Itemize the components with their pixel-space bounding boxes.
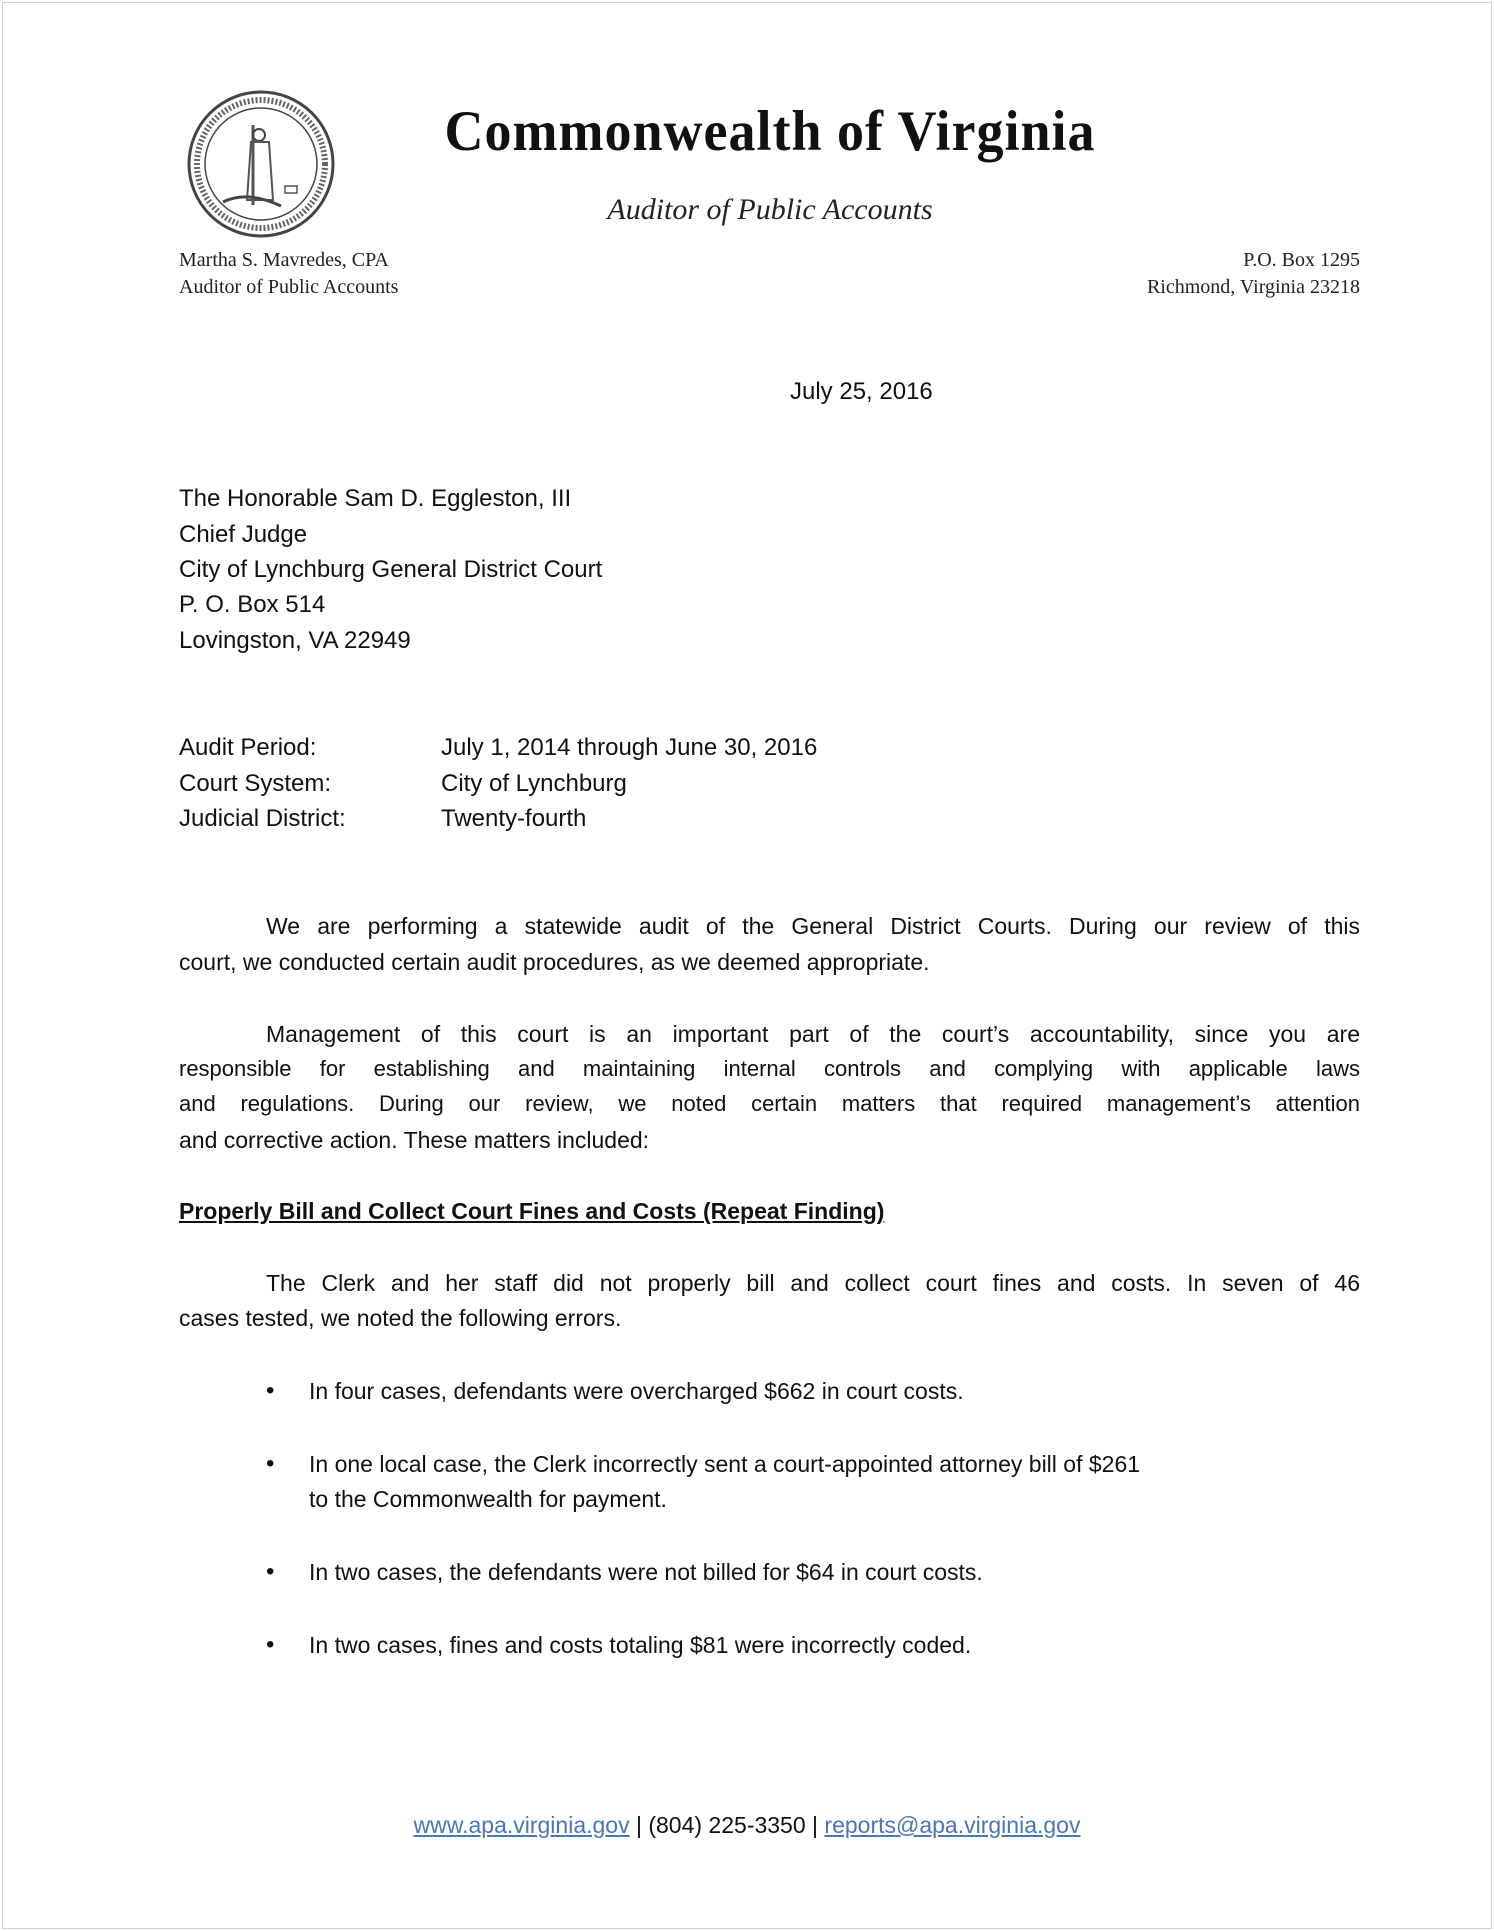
auditor-name: Martha S. Mavredes, CPA (179, 249, 389, 271)
list-item: In four cases, defendants were overcharged $662 in court costs. (309, 1378, 964, 1404)
paragraph-line: court, we conducted certain audit procedures, as we deemed appropriate. (179, 949, 930, 975)
letter-date: July 25, 2016 (790, 378, 933, 405)
auditor-title: Auditor of Public Accounts (179, 276, 399, 298)
paragraph-line: and corrective action. These matters included: (179, 1127, 650, 1153)
recipient-line: P. O. Box 514 (179, 591, 326, 618)
audit-label: Judicial District: (179, 805, 346, 832)
recipient-line: The Honorable Sam D. Eggleston, III (179, 485, 572, 512)
bullet-icon: • (266, 1450, 275, 1477)
recipient-line: Chief Judge (179, 521, 308, 548)
list-item: In two cases, the defendants were not billed for $64 in court costs. (309, 1559, 983, 1585)
finding-heading: Properly Bill and Collect Court Fines and Costs (Repeat Finding) (179, 1198, 885, 1224)
city-address: Richmond, Virginia 23218 (1146, 276, 1360, 298)
audit-value: July 1, 2014 through June 30, 2016 (441, 734, 818, 761)
po-box: P.O. Box 1295 (1243, 249, 1360, 271)
paragraph-line: The Clerk and her staff did not properly bill and collect court fines and costs. In seven of 46 (266, 1270, 1360, 1296)
email-link[interactable]: reports@apa.virginia.gov (824, 1812, 1081, 1838)
audit-label: Audit Period: (179, 734, 317, 761)
recipient-line: Lovingston, VA 22949 (179, 627, 411, 654)
website-link[interactable]: www.apa.virginia.gov (413, 1812, 630, 1838)
separator: | (812, 1812, 819, 1838)
list-item: In one local case, the Clerk incorrectly sent a court-appointed attorney bill of $261 (309, 1451, 1141, 1477)
separator: | (635, 1812, 642, 1838)
audit-value: City of Lynchburg (441, 770, 627, 797)
bullet-icon: • (266, 1377, 275, 1404)
paragraph-line: and regulations. During our review, we noted certain matters that required management’s attention (179, 1091, 1360, 1116)
phone-number: (804) 225-3350 (648, 1812, 806, 1838)
letterhead-subtitle: Auditor of Public Accounts (607, 193, 933, 226)
footer (0, 1807, 1494, 1843)
letterhead-title: Commonwealth of Virginia (444, 99, 1096, 163)
paragraph-line: cases tested, we noted the following errors. (179, 1305, 622, 1331)
list-item: to the Commonwealth for payment. (309, 1486, 667, 1512)
recipient-line: City of Lynchburg General District Court (179, 556, 603, 583)
paragraph-line: We are performing a statewide audit of the General District Courts. During our review of this (266, 913, 1360, 939)
paragraph-line: Management of this court is an important part of the court’s accountability, since you are (266, 1021, 1360, 1047)
audit-label: Court System: (179, 770, 332, 797)
bullet-icon: • (266, 1558, 275, 1585)
audit-value: Twenty-fourth (441, 805, 587, 832)
paragraph-line: responsible for establishing and maintaining internal controls and complying with applicable laws (179, 1056, 1360, 1081)
bullet-icon: • (266, 1631, 275, 1658)
list-item: In two cases, fines and costs totaling $81 were incorrectly coded. (309, 1632, 972, 1658)
